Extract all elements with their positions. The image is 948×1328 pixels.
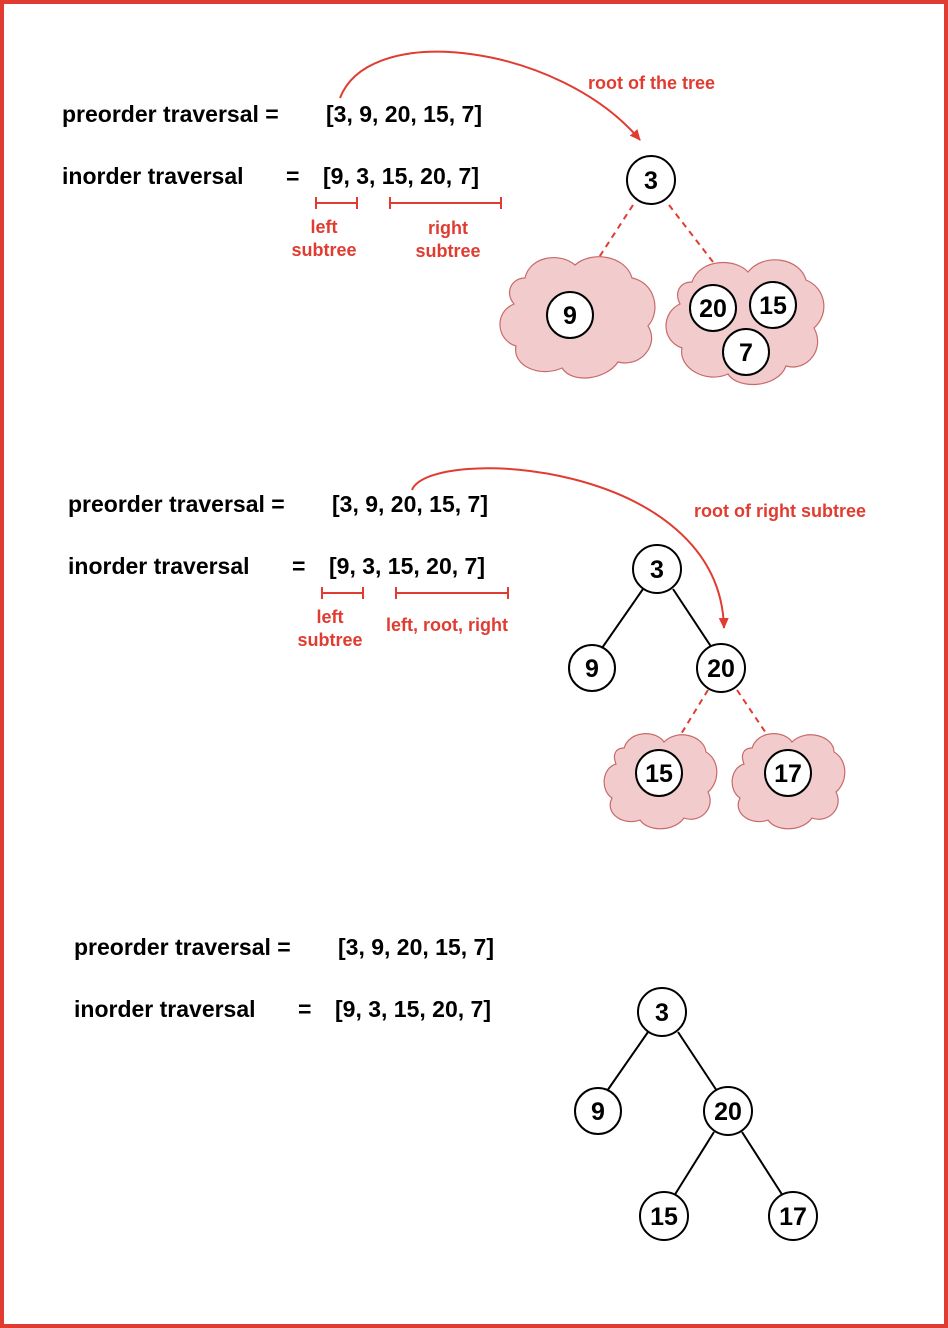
node-label: 7 xyxy=(739,339,753,367)
preorder-label: preorder traversal = xyxy=(68,491,285,517)
inorder-equals: = xyxy=(292,553,306,579)
node-label: 17 xyxy=(779,1203,807,1231)
node-label: 20 xyxy=(714,1098,742,1126)
dashed-edge-left xyxy=(596,205,633,262)
node-label: 3 xyxy=(650,556,664,584)
tree-node xyxy=(723,329,769,375)
right-subtree-label: left, root, right xyxy=(386,615,508,635)
preorder-label: preorder traversal = xyxy=(62,101,279,127)
right-root-annotation: root of right subtree xyxy=(694,501,866,521)
inorder-value: [9, 3, 15, 20, 7] xyxy=(323,163,479,189)
left-subtree-label: left subtree xyxy=(291,217,357,260)
inorder-value: [9, 3, 15, 20, 7] xyxy=(335,996,491,1022)
tree-edge xyxy=(607,1032,648,1091)
inorder-label: inorder traversal xyxy=(74,996,256,1022)
tree-edge xyxy=(602,589,643,648)
tree-node xyxy=(547,292,593,338)
tree-edge xyxy=(674,1132,714,1196)
node-label: 15 xyxy=(759,292,787,320)
tree-edge xyxy=(673,589,712,648)
tree-node xyxy=(636,750,682,796)
node-label: 9 xyxy=(585,655,599,683)
node-label: 9 xyxy=(563,302,577,330)
tree-node xyxy=(765,750,811,796)
node-label: 3 xyxy=(655,999,669,1027)
left-subtree-bracket xyxy=(316,197,357,209)
tree-edge xyxy=(742,1132,783,1196)
tree-node xyxy=(697,644,745,692)
right-subtree-label: right subtree xyxy=(415,218,481,261)
tree-node xyxy=(750,282,796,328)
left-subtree-label: left subtree xyxy=(297,607,363,650)
tree-node xyxy=(769,1192,817,1240)
inorder-equals: = xyxy=(286,163,300,189)
node-label: 17 xyxy=(774,760,802,788)
node-label: 15 xyxy=(650,1203,678,1231)
tree-node xyxy=(633,545,681,593)
node-label: 20 xyxy=(707,655,735,683)
inorder-label: inorder traversal xyxy=(68,553,250,579)
root-annotation: root of the tree xyxy=(588,73,716,93)
left-subtree-bracket xyxy=(322,587,363,599)
dashed-edge-right xyxy=(669,205,713,262)
tree-node xyxy=(640,1192,688,1240)
tree-node xyxy=(690,285,736,331)
right-subtree-bracket xyxy=(390,197,501,209)
preorder-label: preorder traversal = xyxy=(74,934,291,960)
inorder-value: [9, 3, 15, 20, 7] xyxy=(329,553,485,579)
tree-node xyxy=(575,1088,621,1134)
preorder-value: [3, 9, 20, 15, 7] xyxy=(326,101,482,127)
inorder-equals: = xyxy=(298,996,312,1022)
node-label: 9 xyxy=(591,1098,605,1126)
tree-node xyxy=(638,988,686,1036)
node-label: 3 xyxy=(644,167,658,195)
node-label: 15 xyxy=(645,760,673,788)
tree-node xyxy=(704,1087,752,1135)
tree-node xyxy=(569,645,615,691)
panel-3 xyxy=(575,988,817,1240)
node-label: 20 xyxy=(699,295,727,323)
preorder-value: [3, 9, 20, 15, 7] xyxy=(338,934,494,960)
inorder-label: inorder traversal xyxy=(62,163,244,189)
tree-node xyxy=(627,156,675,204)
right-subtree-bracket xyxy=(396,587,508,599)
tree-edge xyxy=(678,1032,717,1091)
preorder-value: [3, 9, 20, 15, 7] xyxy=(332,491,488,517)
